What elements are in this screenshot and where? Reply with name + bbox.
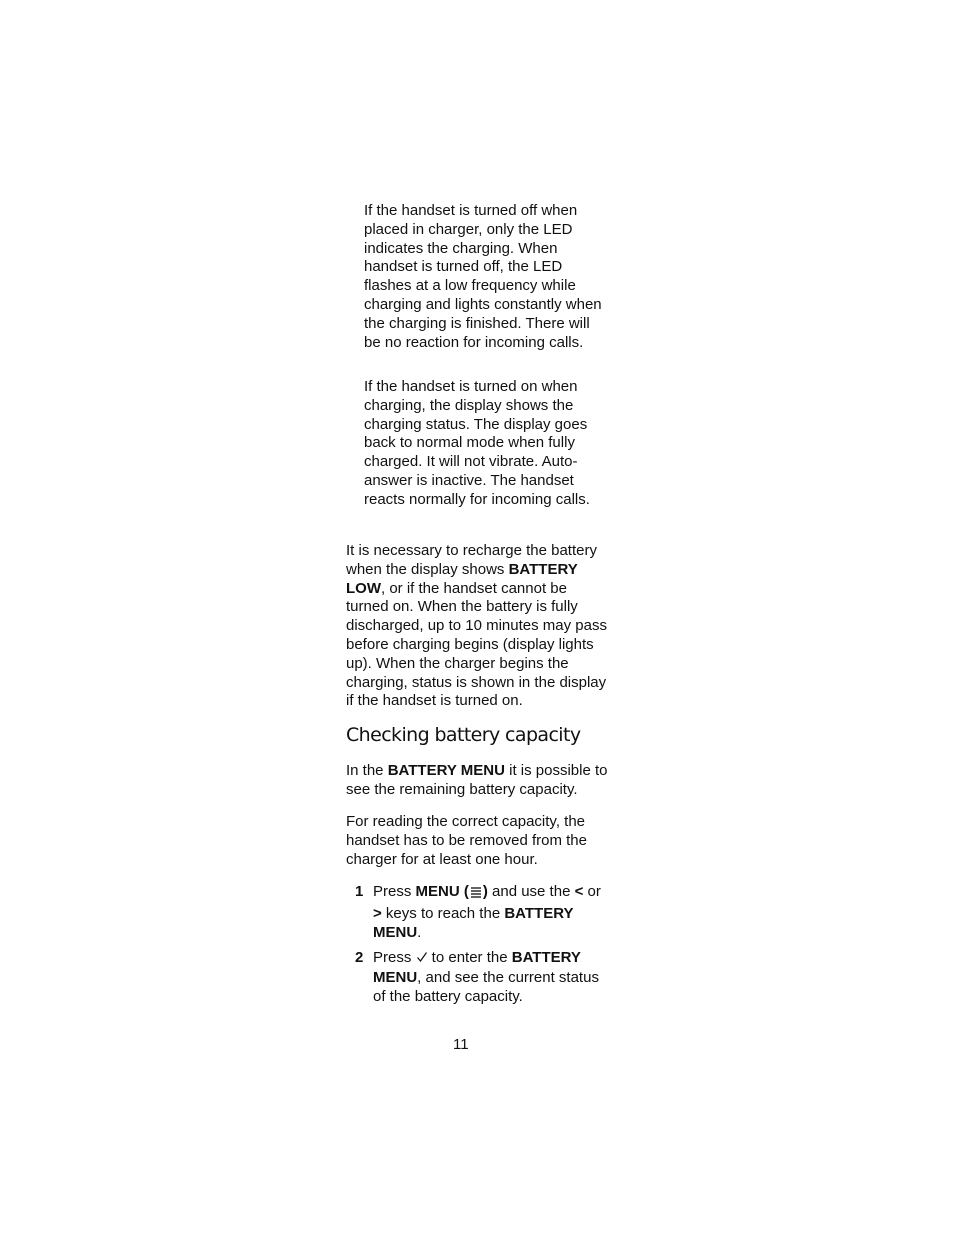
step-1-text — [373, 883, 609, 942]
battery-menu-text-end: it is possible to see the remaining battery capacity. — [346, 762, 608, 798]
battery-menu-text-start: In the — [346, 762, 388, 779]
right-key-symbol: > — [373, 904, 382, 922]
recharge-text-end: , or if the handset cannot be turned on. When the battery is fully discharged, up to 10 minutes may pass before charging begins (display lights up). When the charger begins the charging, status is shown in the display if the handset is turned on. — [346, 579, 607, 710]
step-1-menu-close: ) — [482, 883, 488, 900]
step-2-battery-menu: BATTERY MENU — [373, 949, 581, 986]
paragraph-handset-off: If the handset is turned off when placed in charger, only the LED indicates the charging. When handset is turned off, the LED flashes at a low frequency while charging and lights constantly when the charging is finished. There will be no reaction for incoming calls. — [364, 202, 602, 351]
menu-icon — [470, 886, 482, 905]
step-1-keys-to: keys to reach the — [381, 904, 505, 922]
paragraph-correct-capacity: For reading the correct capacity, the handset has to be removed from the charger for at least one hour. — [346, 813, 587, 868]
step-1-end: . — [417, 923, 422, 941]
step-1-menu-label: MENU ( — [415, 883, 469, 900]
step-1-and-use: and use the — [487, 883, 575, 900]
page-number: 11 — [453, 1036, 469, 1053]
step-2-to-enter: to enter the — [427, 949, 512, 966]
step-2-press: Press — [373, 949, 416, 966]
step-1-number: 1 — [355, 883, 364, 900]
battery-menu-label: BATTERY MENU — [387, 762, 505, 779]
left-key-symbol: < — [574, 883, 584, 900]
step-1-press: Press — [373, 883, 416, 900]
step-2-text — [373, 949, 609, 1006]
battery-low-label: BATTERY LOW — [346, 560, 578, 597]
check-icon — [416, 950, 428, 969]
section-heading: Checking battery capacity — [346, 724, 581, 746]
step-2-number: 2 — [355, 949, 364, 966]
step-2-end: , and see the current status of the battery capacity. — [373, 968, 599, 1005]
paragraph-handset-on: If the handset is turned on when charging, the display shows the charging status. The display goes back to normal mode when fully charged. It will not vibrate. Auto-answer is inactive. The handset reacts normally for incoming calls. — [364, 378, 590, 508]
paragraph-battery-menu — [346, 762, 608, 800]
recharge-text-start: It is necessary to recharge the battery when the display shows — [346, 542, 597, 578]
paragraph-recharge — [346, 542, 608, 711]
step-1-battery-menu: BATTERY MENU — [373, 904, 574, 941]
step-1-or: or — [583, 883, 601, 900]
